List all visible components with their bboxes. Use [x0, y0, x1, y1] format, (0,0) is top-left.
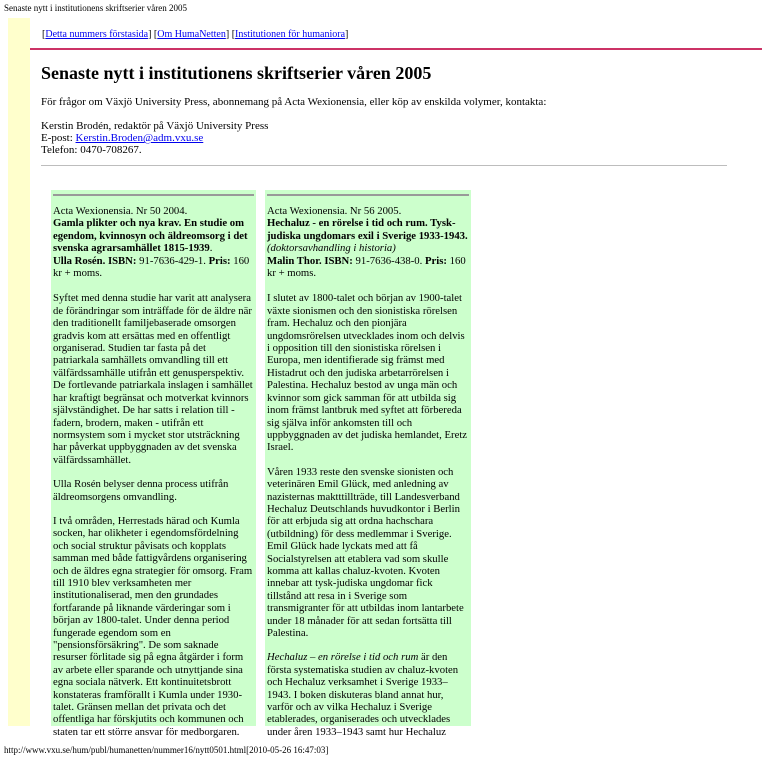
- intro-text: För frågor om Växjö University Press, abonnemang på Acta Wexionensia, eller köp av enskilda volymer, kontakta:: [41, 96, 547, 108]
- book-column-1: [51, 190, 256, 738]
- book-paragraph: Syftet med denna studie har varit att analysera de förändringar som inträffade för de äldre när den traditionellt familjebaserade omsorgen gradvis kom att ersättas med en offentligt organiserad. Studien tar fasta på det patriarkala samhällets omvandling till ett välfärdssamhälle utifrån ett genusperspektiv. De fortlevande patriarkala inslagen i samhället har kraftigt begränsat och motverkat kvinnors självständighet. De har satts i relation till - fadern, brodern, maken - utifrån ett normsystem som i mycket stor utsträckning har påverkat uppbyggnaden av det svenska välfärdssamhället.: [53, 292, 253, 466]
- book-series: Acta Wexionensia. Nr 56 2005.: [267, 205, 402, 217]
- print-footer-url: http://www.vxu.se/hum/publ/humanetten/nummer16/nytt0501.html[2010-05-26 16:47:03]: [4, 745, 329, 755]
- print-header: Senaste nytt i institutionens skriftserier våren 2005: [4, 3, 187, 13]
- top-navigation: [Detta nummers förstasida] [Om HumaNetten] [Institutionen för humaniora]: [42, 29, 349, 40]
- book-price: 160 kr + moms.: [267, 254, 466, 280]
- header-divider: [30, 48, 762, 50]
- book-isbn: 91-7636-438-0.: [355, 254, 423, 267]
- email-link[interactable]: Kerstin.Broden@adm.vxu.se: [75, 132, 204, 144]
- book-paragraph: Ulla Rosén belyser denna process utifrån äldreomsorgens omvandling.: [53, 478, 229, 503]
- book-paragraph: I två områden, Herrestads härad och Kumla socken, har olikheter i egendomsfördelning och social struktur påvisats och kopplats samman med både fattigvårdens organisering och de äldres egna strategier för omsorg. Fram till 1910 blev verksamheten mer institutionaliserad, men den grundades fortfarande på liknande värderingar som i början av 1800-talet. Under denna period fungerade egendom som en "pensionsförsäkring". De som saknade resurser förlitade sig på egna åtgärder i form av arbete eller sparande och utnyttjande sina egna sociala nätverk. Ett kontinuitetsbrott konstateras framförallt i Kumla under 1930-talet. Gränsen mellan det privata och det offentliga har förskjutits och kommunen och staten tar ett större ansvar för medborgaren.: [53, 514, 253, 738]
- book-price: 160 kr + moms.: [53, 254, 250, 280]
- content-divider: [41, 165, 727, 166]
- book-paragraph: Våren 1933 reste den svenske sionisten och veterinären Emil Glück, med anledning av nazisternas maktttillträde, till Landesverband Hechaluz Deutschlands huvudkontor i Berlin för att erbjuda sig att ordna hachschara (utbildning) för dess medlemmar i Sverige. Emil Glück hade lyckats med att få Socialstyrelsen att etablera vad som skulle komma att kallas chaluz-kvoten. Kvoten innebar att tysk-judiska ungdomar fick tillstånd att resa in i Sverige som transmigranter för att utbildas inom lantarbete under 18 månader för att sedan fortsätta till Palestina.: [267, 465, 464, 639]
- contact-name: Kerstin Brodén, redaktör på Växjö University Press: [41, 120, 269, 132]
- contact-phone: Telefon: 0470-708267.: [41, 144, 142, 156]
- nav-link-institution[interactable]: Institutionen för humaniora: [235, 29, 346, 40]
- page-title: Senaste nytt i institutionens skriftserier våren 2005: [41, 63, 432, 83]
- book-title-inline: Hechaluz – en rörelse i tid och rum: [267, 651, 419, 664]
- email-label: E-post:: [41, 132, 73, 144]
- isbn-label: ISBN:: [107, 254, 137, 267]
- price-label: Pris:: [208, 254, 231, 267]
- isbn-label: ISBN:: [324, 254, 353, 267]
- book-column-2: [265, 190, 471, 738]
- book-paragraph: [267, 651, 469, 738]
- contact-block: [41, 120, 268, 156]
- book-title-end: .: [209, 242, 213, 255]
- book-type: (doktorsavhandling i historia): [267, 242, 396, 255]
- price-label: Pris:: [424, 254, 447, 267]
- book-author: Malin Thor.: [267, 254, 322, 267]
- book-series: Acta Wexionensia. Nr 50 2004.: [53, 205, 188, 217]
- book-paragraph-text: är den första systematiska studien av chaluz-kvoten och Hechaluz verksamhet i Sverige 1933–1943. I boken diskuteras bland annat hur, varför och av vilka Hechaluz i Sverige etablerades, organiserades och utvecklades under åren 1933–1943 samt hur Hechaluz: [267, 651, 459, 738]
- book-reference: [53, 205, 254, 279]
- book-reference: [267, 205, 469, 279]
- book-title: Gamla plikter och nya krav. En studie om egendom, kvinnosyn och äldreomsorg i det svenska agrarsamhället 1815-1939: [53, 217, 248, 255]
- book-paragraph: I slutet av 1800-talet och början av 1900-talet växte sionismen och den sionistiska rörelsen fram. Hechaluz och den pionjära ungdomsrörelsen utvecklades inom och delvis i opposition till den sionistiska rörelsen i Europa, men identifierade sig främst med Histadrut och den judiska arbetarrörelsen i Palestina. Hechaluz bestod av unga män och kvinnor som gick samman för att utbilda sig inom främst lantbruk med syftet att förbereda sig själva inför ankomsten till och uppbyggnaden av det judiska hemlandet, Eretz Israel.: [267, 292, 468, 454]
- left-decorative-bar: [8, 18, 30, 726]
- book-isbn: 91-7636-429-1.: [139, 254, 206, 267]
- nav-link-about-humanetten[interactable]: Om HumaNetten: [157, 29, 226, 40]
- book-author: Ulla Rosén.: [53, 254, 106, 267]
- nav-link-first-page[interactable]: Detta nummers förstasida: [45, 29, 149, 40]
- book-title: Hechaluz - en rörelse i tid och rum. Tysk-judiska ungdomars exil i Sverige 1933-1943.: [267, 217, 468, 242]
